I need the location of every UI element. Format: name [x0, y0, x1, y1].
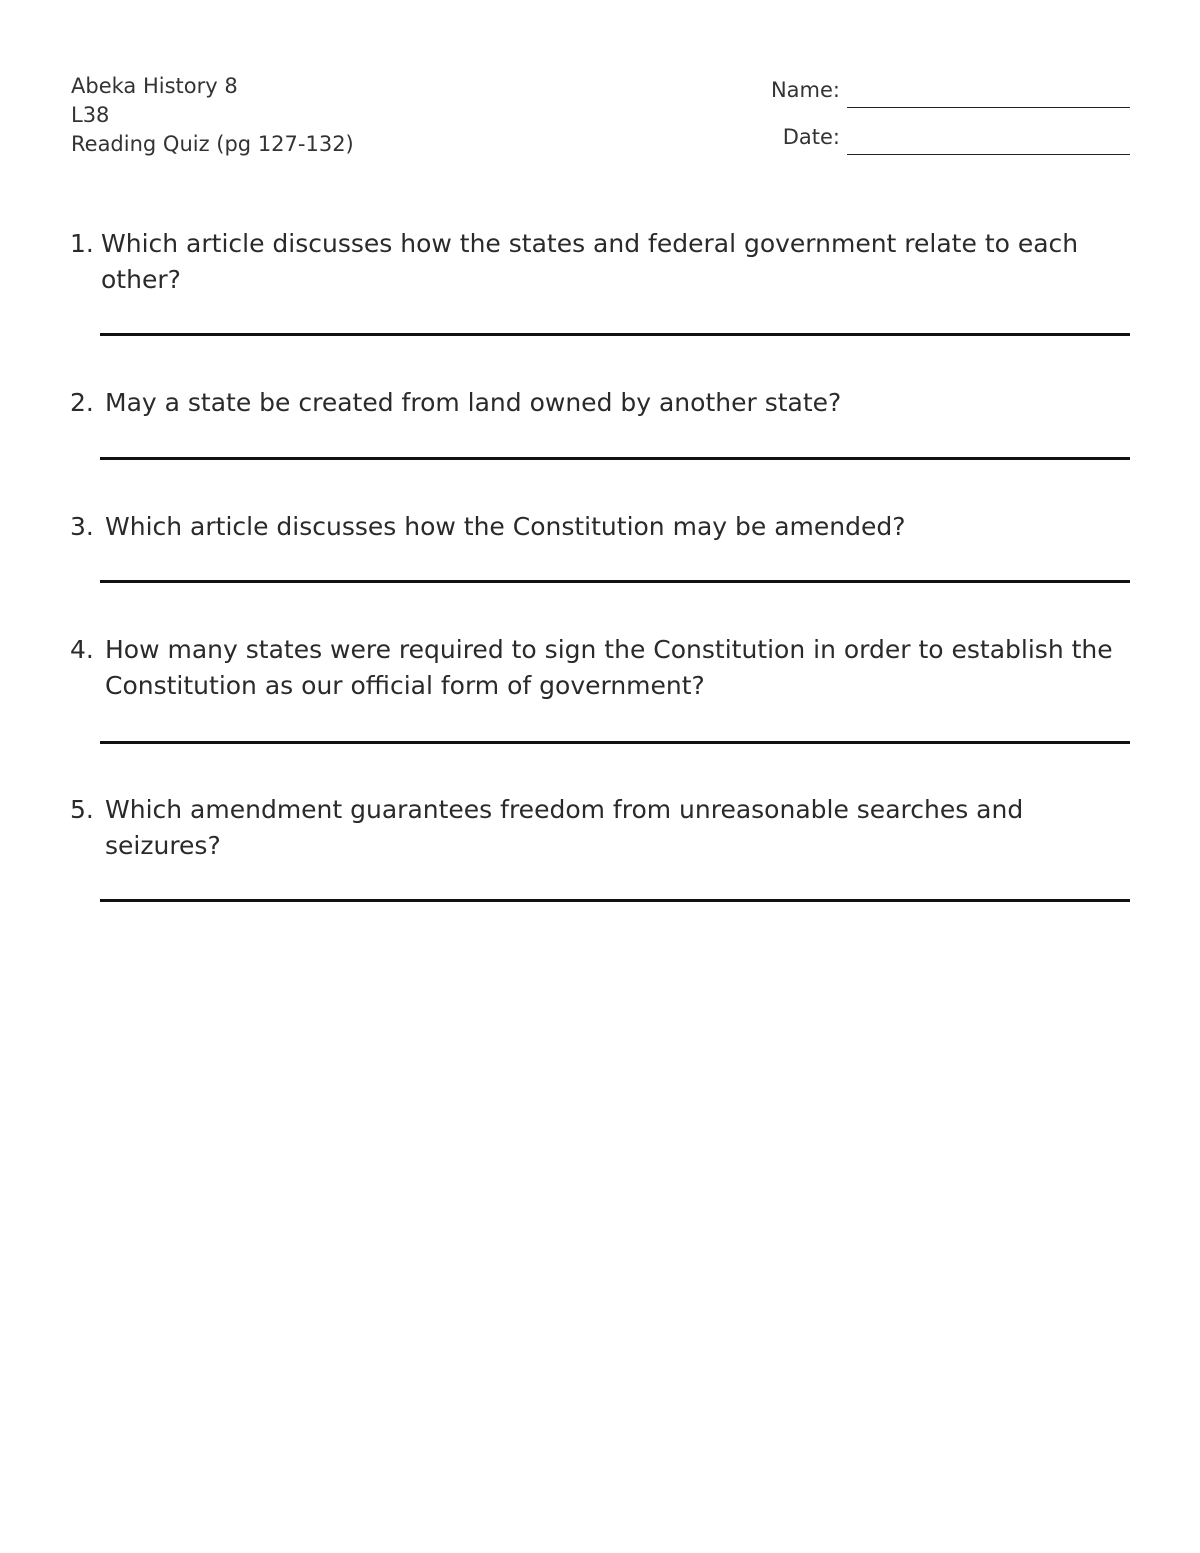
question-number: 1.	[70, 229, 94, 258]
question-2	[70, 385, 1130, 421]
answer-line-1[interactable]	[100, 333, 1130, 336]
question-5	[70, 792, 1130, 864]
answer-line-4[interactable]	[100, 741, 1130, 744]
answer-line-3[interactable]	[100, 580, 1130, 583]
question-text: Which article discusses how the Constitution may be amended?	[105, 512, 906, 541]
question-text: Which article discusses how the states and federal government relate to each other?	[101, 229, 1079, 294]
course-title: Abeka History 8	[71, 74, 238, 98]
name-field[interactable]	[760, 76, 1130, 116]
question-4	[70, 632, 1130, 706]
question-number: 2.	[70, 388, 94, 417]
lesson-number: L38	[71, 103, 110, 127]
question-number: 3.	[70, 512, 94, 541]
question-number: 4.	[70, 635, 94, 664]
answer-line-5[interactable]	[100, 899, 1130, 902]
date-blank-line[interactable]	[847, 154, 1130, 155]
name-label: Name:	[770, 78, 840, 102]
question-1	[70, 226, 1130, 298]
question-text: Which amendment guarantees freedom from unreasonable searches and seizures?	[105, 795, 1024, 860]
question-3	[70, 509, 1130, 545]
question-text: May a state be created from land owned by another state?	[105, 388, 842, 417]
answer-line-2[interactable]	[100, 457, 1130, 460]
worksheet-header	[71, 72, 354, 159]
date-field[interactable]	[760, 123, 1130, 163]
date-label: Date:	[782, 125, 840, 149]
quiz-title: Reading Quiz (pg 127-132)	[71, 132, 354, 156]
question-number: 5.	[70, 795, 94, 824]
question-text: How many states were required to sign the Constitution in order to establish the Constitution as our official form of government?	[105, 635, 1113, 700]
name-blank-line[interactable]	[847, 107, 1130, 108]
